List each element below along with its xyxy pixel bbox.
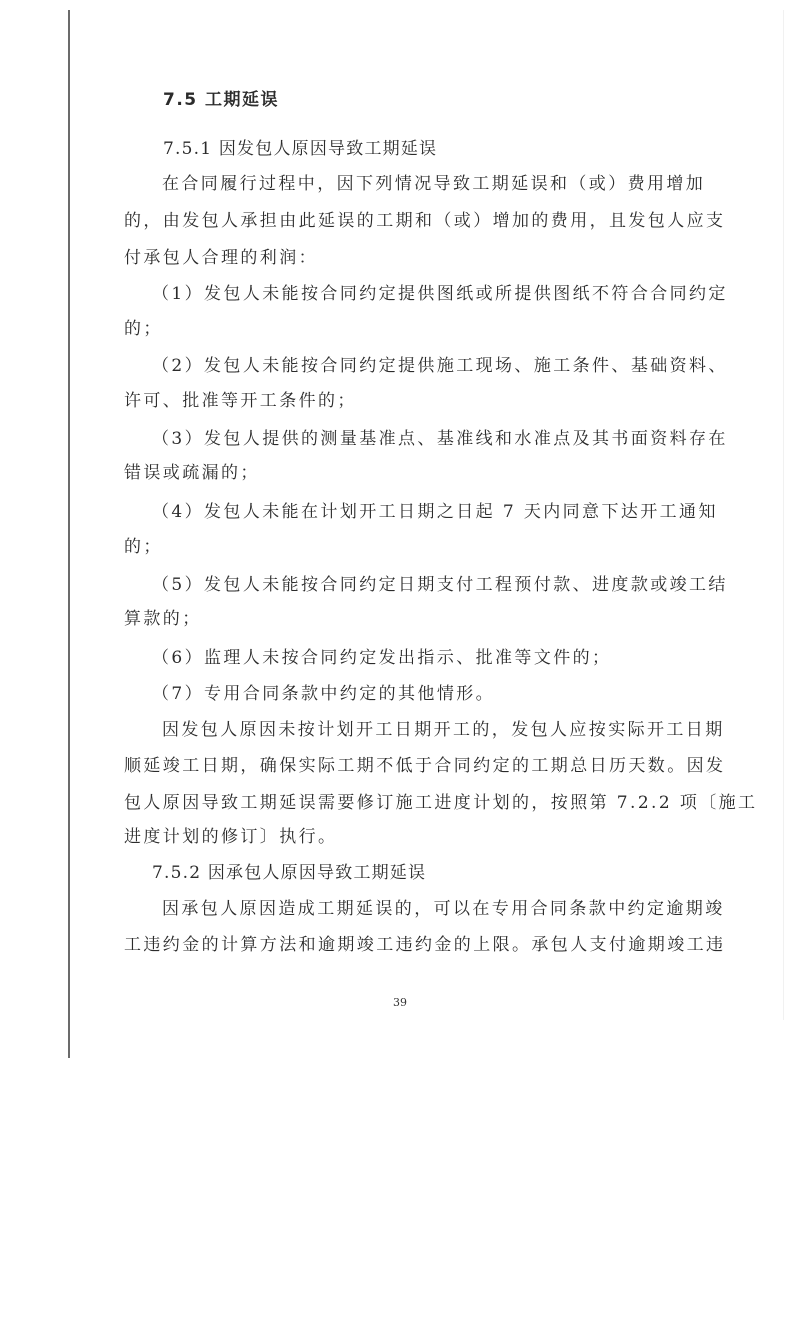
section-title: 7.5 工期延误 — [163, 90, 280, 110]
subsection-title-7-5-2: 7.5.2 因承包人原因导致工期延误 — [152, 863, 427, 883]
intro-line: 在合同履行过程中，因下列情况导致工期延误和（或）费用增加 — [162, 174, 706, 194]
list-item-3-continued: 错误或疏漏的； — [124, 463, 260, 483]
paragraph-line: 因发包人原因未按计划开工日期开工的，发包人应按实际开工日期 — [162, 720, 725, 740]
subsection-title-7-5-1: 7.5.1 因发包人原因导致工期延误 — [163, 139, 438, 159]
list-item-6: （6）监理人未按合同约定发出指示、批准等文件的； — [152, 648, 612, 668]
list-item-1-continued: 的； — [124, 319, 163, 339]
paragraph-line: 因承包人原因造成工期延误的，可以在专用合同条款中约定逾期竣 — [162, 899, 725, 919]
intro-line: 的，由发包人承担由此延误的工期和（或）增加的费用，且发包人应支 — [124, 211, 726, 231]
paragraph-line: 包人原因导致工期延误需要修订施工进度计划的，按照第 7.2.2 项〔施工 — [124, 793, 758, 813]
page-number: 39 — [393, 996, 407, 1009]
list-item-3: （3）发包人提供的测量基准点、基准线和水准点及其书面资料存在 — [152, 429, 728, 449]
list-item-2-continued: 许可、批准等开工条件的； — [124, 391, 357, 411]
list-item-5-continued: 算款的； — [124, 609, 202, 629]
list-item-4-continued: 的； — [124, 537, 163, 557]
paragraph-line: 进度计划的修订〕执行。 — [124, 827, 338, 847]
list-item-4: （4）发包人未能在计划开工日期之日起 7 天内同意下达开工通知 — [152, 502, 718, 522]
list-item-2: （2）发包人未能按合同约定提供施工现场、施工条件、基础资料、 — [152, 356, 728, 376]
intro-line: 付承包人合理的利润： — [124, 248, 318, 268]
paragraph-line: 顺延竣工日期，确保实际工期不低于合同约定的工期总日历天数。因发 — [124, 756, 726, 776]
list-item-7: （7）专用合同条款中约定的其他情形。 — [152, 684, 496, 704]
list-item-5: （5）发包人未能按合同约定日期支付工程预付款、进度款或竣工结 — [152, 575, 728, 595]
list-item-1: （1）发包人未能按合同约定提供图纸或所提供图纸不符合合同约定 — [152, 284, 728, 304]
paragraph-line: 工违约金的计算方法和逾期竣工违约金的上限。承包人支付逾期竣工违 — [124, 935, 726, 955]
